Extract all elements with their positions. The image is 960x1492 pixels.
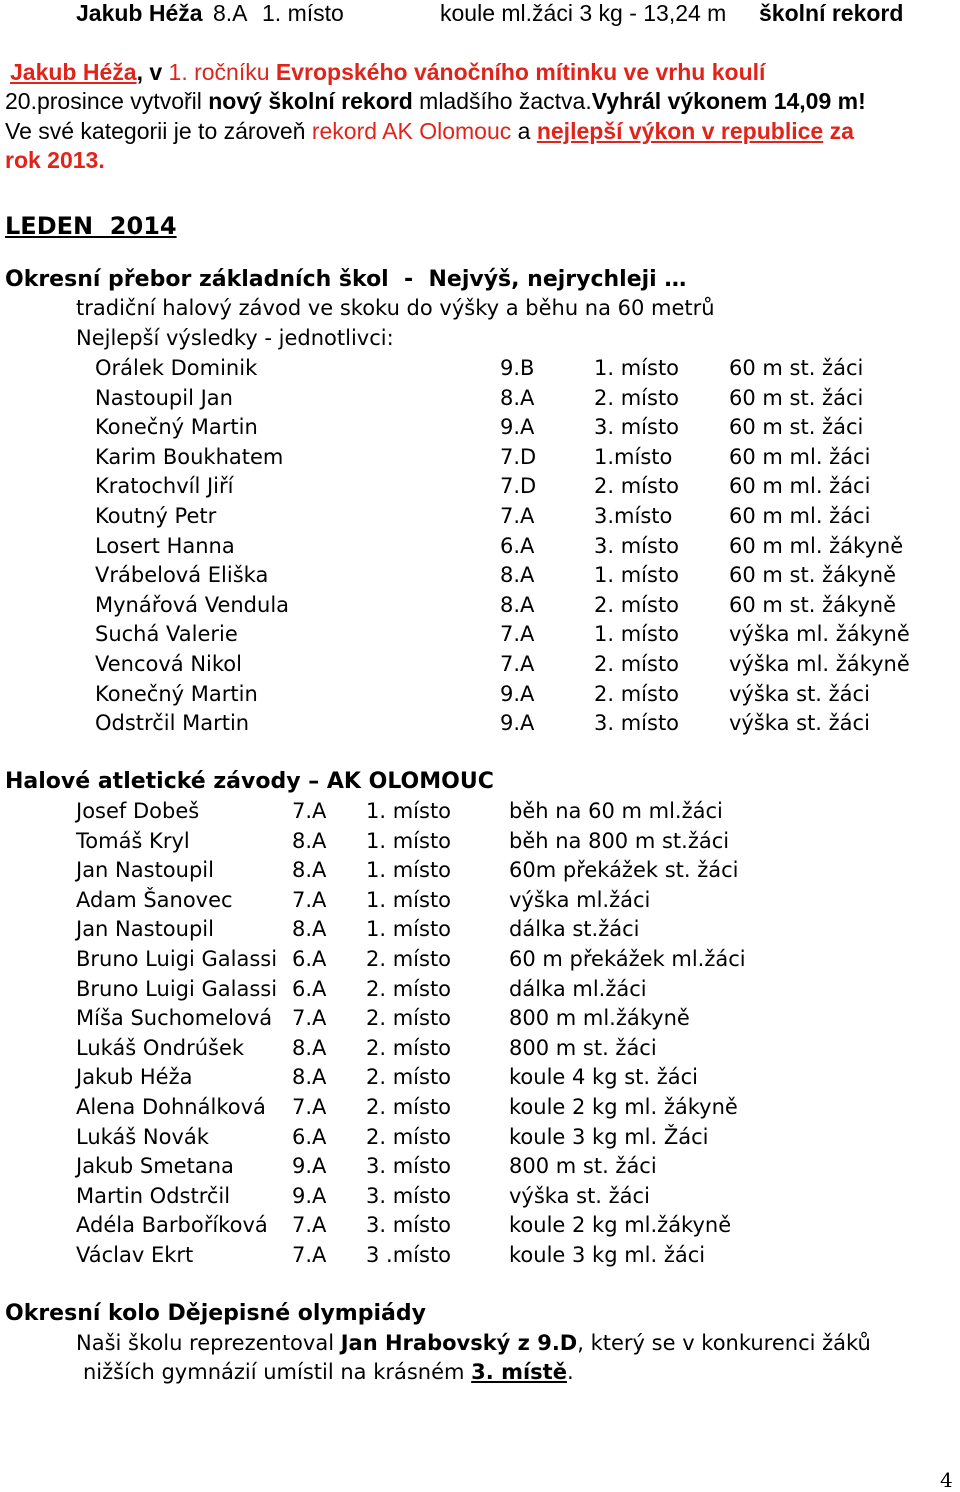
result-place: 2. místo (366, 1065, 452, 1090)
section3-place: 3. místě (471, 1360, 567, 1384)
result-event: koule 2 kg ml.žákyně (509, 1213, 732, 1238)
result-class: 7.A (292, 799, 327, 823)
result-event: koule 4 kg st. žáci (509, 1065, 698, 1090)
result-event: výška ml. žákyně (729, 652, 910, 676)
result-name: Adam Šanovec (76, 887, 233, 912)
result-name: Alena Dohnálková (76, 1095, 266, 1119)
result-class: 7.A (292, 1243, 327, 1267)
result-name: Kratochvíl Jiří (95, 474, 234, 499)
result-class: 7.A (500, 622, 535, 647)
result-place: 2. místo (594, 681, 680, 706)
header-name: Jakub Héža (76, 0, 203, 26)
intro-category: Ve své kategorii je to zároveň (5, 118, 312, 144)
result-class: 7.A (292, 887, 327, 912)
result-name: Lukáš Ondrúšek (76, 1035, 245, 1060)
result-name: Tomáš Kryl (76, 828, 190, 853)
header-record: školní rekord (759, 0, 904, 26)
result-class: 7.A (500, 652, 535, 676)
result-place: 2. místo (366, 947, 452, 971)
result-name: Koutný Petr (95, 504, 217, 528)
result-place: 2. místo (594, 385, 680, 410)
result-class: 7.A (292, 1095, 327, 1119)
result-event: koule 3 kg ml. Žáci (509, 1124, 709, 1149)
result-place: 1. místo (366, 917, 452, 942)
result-class: 9.A (500, 415, 535, 440)
result-event: 60 m překážek ml.žáci (509, 947, 746, 971)
result-place: 1. místo (366, 887, 452, 912)
result-event: výška ml.žáci (509, 887, 651, 912)
result-class: 6.A (292, 947, 327, 971)
result-class: 8.A (292, 1035, 327, 1060)
result-class: 9.A (500, 711, 535, 736)
result-event: 60 m st. žáci (729, 385, 864, 410)
result-class: 7.A (292, 1213, 327, 1238)
result-event: 60 m ml. žáci (729, 474, 871, 499)
result-event: 800 m st. žáci (509, 1035, 657, 1060)
result-event: výška st. žáci (729, 681, 870, 706)
intro-for: za (823, 118, 854, 144)
result-event: koule 2 kg ml. žákyně (509, 1095, 738, 1119)
result-name: Josef Dobeš (76, 799, 200, 823)
result-name: Nastoupil Jan (95, 385, 233, 410)
result-class: 7.D (500, 474, 537, 499)
result-event: 60 m ml. žáci (729, 504, 871, 528)
section1-subtitle: tradiční halový závod ve skoku do výšky a běhu na 60 metrů (76, 296, 715, 320)
section3-text-d: nižších gymnázií umístil na krásném (83, 1360, 472, 1384)
result-place: 2. místo (366, 1124, 452, 1149)
result-event: výška st. žáci (729, 711, 870, 736)
result-event: 60 m ml. žákyně (729, 533, 904, 558)
header-place: 1. místo (262, 0, 344, 26)
result-place: 1. místo (594, 563, 680, 588)
result-place: 2. místo (366, 976, 452, 1001)
section1-title: Okresní přebor základních škol - Nejvýš, nejrychleji … (5, 267, 687, 292)
result-event: dálka st.žáci (509, 917, 640, 942)
section1-best-label: Nejlepší výsledky - jednotlivci: (76, 326, 394, 350)
result-name: Konečný Martin (95, 681, 258, 706)
intro-name-link[interactable]: Jakub Héža (10, 59, 137, 85)
section3-text-c: , který se v konkurenci žáků (577, 1331, 871, 1355)
intro-comma: , v (136, 59, 163, 85)
result-place: 2. místo (366, 1035, 452, 1060)
result-class: 8.A (500, 385, 535, 410)
intro-club-record: rekord AK Olomouc (311, 118, 512, 144)
result-place: 3.místo (594, 504, 673, 528)
result-event: 60 m st. žáci (729, 356, 864, 380)
result-place: 2. místo (366, 1006, 452, 1031)
result-place: 1. místo (366, 799, 452, 823)
result-class: 8.A (292, 917, 327, 942)
result-name: Jakub Héža (76, 1065, 193, 1090)
section2-title: Halové atletické závody – AK OLOMOUC (5, 769, 494, 794)
intro-line-1 (10, 59, 765, 86)
result-class: 9.B (500, 356, 535, 380)
result-class: 7.D (500, 444, 537, 469)
result-name: Míša Suchomelová (76, 1006, 273, 1031)
result-place: 2. místo (594, 474, 680, 499)
result-name: Václav Ekrt (76, 1243, 194, 1267)
result-class: 6.A (292, 976, 327, 1001)
result-event: výška st. žáci (509, 1183, 650, 1208)
intro-line-4: rok 2013. (5, 147, 105, 173)
result-class: 7.A (500, 504, 535, 528)
result-name: Jan Nastoupil (76, 858, 214, 883)
result-place: 2. místo (594, 592, 680, 617)
result-place: 1. místo (366, 858, 452, 883)
result-event: dálka ml.žáci (509, 976, 647, 1001)
result-class: 6.A (292, 1124, 327, 1149)
section3-text-a: Naši školu reprezentoval (76, 1331, 341, 1355)
result-place: 1.místo (594, 444, 673, 469)
result-name: Jakub Smetana (76, 1154, 234, 1179)
header-line (76, 0, 904, 27)
result-class: 9.A (292, 1183, 327, 1208)
intro-date: 20.prosince vytvořil (5, 88, 209, 114)
section3-line-2 (83, 1360, 574, 1384)
result-event: koule 3 kg ml. žáci (509, 1243, 706, 1267)
result-place: 3 .místo (366, 1243, 452, 1267)
header-event: koule ml.žáci 3 kg - 13,24 m (440, 0, 727, 26)
result-name: Vrábelová Eliška (95, 563, 269, 588)
result-event: 800 m st. žáci (509, 1154, 657, 1179)
result-place: 1. místo (594, 356, 680, 380)
result-event: 60 m st. žákyně (729, 592, 897, 617)
result-place: 2. místo (366, 1095, 452, 1119)
result-event: 60m překážek st. žáci (509, 858, 739, 883)
result-name: Mynářová Vendula (95, 592, 290, 617)
result-place: 3. místo (366, 1213, 452, 1238)
result-place: 3. místo (594, 711, 680, 736)
result-event: 60 m st. žákyně (729, 563, 897, 588)
result-place: 3. místo (594, 533, 680, 558)
result-class: 8.A (500, 592, 535, 617)
result-class: 8.A (292, 828, 327, 853)
intro-record: nový školní rekord (208, 88, 413, 114)
result-name: Vencová Nikol (95, 652, 242, 676)
intro-and: a (511, 118, 537, 144)
result-name: Suchá Valerie (95, 622, 238, 647)
result-name: Karim Boukhatem (95, 444, 284, 469)
result-name: Orálek Dominik (95, 356, 258, 380)
header-class: 8.A (212, 0, 248, 26)
section3-student: Jan Hrabovský z 9.D (340, 1331, 578, 1355)
result-event: běh na 60 m ml.žáci (509, 799, 723, 823)
intro-national-best[interactable]: nejlepší výkon v republice (536, 118, 824, 144)
result-class: 8.A (500, 563, 535, 588)
result-event: 60 m ml. žáci (729, 444, 871, 469)
intro-result: Vyhrál výkonem 14,09 m! (591, 88, 866, 114)
section3-line-1 (76, 1331, 871, 1355)
result-name: Martin Odstrčil (76, 1183, 231, 1208)
result-name: Bruno Luigi Galassi (76, 947, 278, 971)
result-event: 60 m st. žáci (729, 415, 864, 440)
result-class: 8.A (292, 1065, 327, 1090)
result-class: 7.A (292, 1006, 327, 1031)
result-event: běh na 800 m st.žáci (509, 828, 730, 853)
result-place: 3. místo (366, 1183, 452, 1208)
result-place: 1. místo (594, 622, 680, 647)
result-class: 8.A (292, 858, 327, 883)
section3-period: . (566, 1360, 574, 1384)
result-class: 9.A (292, 1154, 327, 1179)
result-place: 1. místo (366, 828, 452, 853)
result-class: 6.A (500, 533, 535, 558)
result-name: Jan Nastoupil (76, 917, 214, 942)
result-name: Adéla Barboříková (76, 1213, 268, 1238)
page-number: 4 (940, 1468, 953, 1492)
intro-line-2 (5, 88, 866, 115)
intro-meeting: Evropského vánočního mítinku ve vrhu koulí (275, 59, 766, 85)
intro-youth: mladšího žactva. (412, 88, 592, 114)
result-name: Konečný Martin (95, 415, 258, 440)
result-place: 3. místo (594, 415, 680, 440)
section-heading-january: LEDEN 2014 (5, 212, 177, 240)
result-name: Lukáš Novák (76, 1124, 209, 1149)
result-event: výška ml. žákyně (729, 622, 910, 647)
result-name: Losert Hanna (95, 533, 235, 558)
section3-title: Okresní kolo Dějepisné olympiády (5, 1301, 426, 1326)
result-place: 3. místo (366, 1154, 452, 1179)
result-event: 800 m ml.žákyně (509, 1006, 690, 1031)
result-name: Bruno Luigi Galassi (76, 976, 278, 1001)
result-place: 2. místo (594, 652, 680, 676)
intro-line-3 (5, 118, 854, 145)
result-name: Odstrčil Martin (95, 711, 250, 736)
intro-round: 1. ročníku (162, 59, 276, 85)
result-class: 9.A (500, 681, 535, 706)
